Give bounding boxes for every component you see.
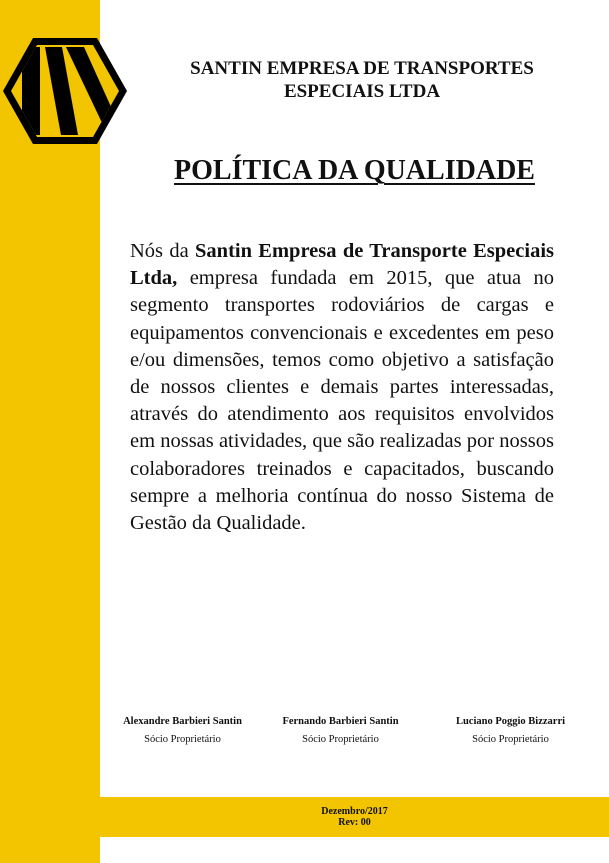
signature-role: Sócio Proprietário [472, 734, 549, 745]
signature-name: Luciano Poggio Bizzarri [455, 716, 566, 727]
policy-paragraph [130, 238, 554, 537]
signature-name: Fernando Barbieri Santin [282, 716, 399, 727]
page-title-text: POLÍTICA DA QUALIDADE [174, 155, 535, 186]
signature-block-2 [268, 716, 413, 745]
policy-rest: empresa fundada em 2015, que atua no segmento transportes rodoviários de cargas e equipamentos convencionais e excedentes em peso e/ou dimensões, temos como objetivo a satisfação de nossos clientes e demais partes interessadas, através do atendimento aos requisitos envolvidos em nossas atividades, que são realizadas por nossos colaboradores treinados e capacitados, buscando sempre a melhoria contínua do nosso Sistema de Gestão da Qualidade. [130, 267, 554, 535]
company-logo [0, 35, 130, 147]
company-name-line-1: SANTIN EMPRESA DE TRANSPORTES [190, 58, 534, 79]
signature-role: Sócio Proprietário [302, 734, 379, 745]
signature-name: Alexandre Barbieri Santin [123, 716, 242, 727]
page-title [100, 155, 609, 187]
signature-block-3 [438, 716, 583, 745]
signature-block-1 [110, 716, 255, 745]
policy-company-name: Santin Empresa de Transporte Especiais Ltda, [130, 240, 554, 290]
company-name-line-2: ESPECIAIS LTDA [283, 81, 441, 102]
footer-revision: Rev: 00 [338, 817, 371, 828]
signature-role: Sócio Proprietário [144, 734, 221, 745]
policy-intro: Nós da [130, 240, 196, 262]
document-footer [100, 806, 609, 828]
footer-date: Dezembro/2017 [321, 806, 388, 817]
company-name [140, 57, 584, 103]
